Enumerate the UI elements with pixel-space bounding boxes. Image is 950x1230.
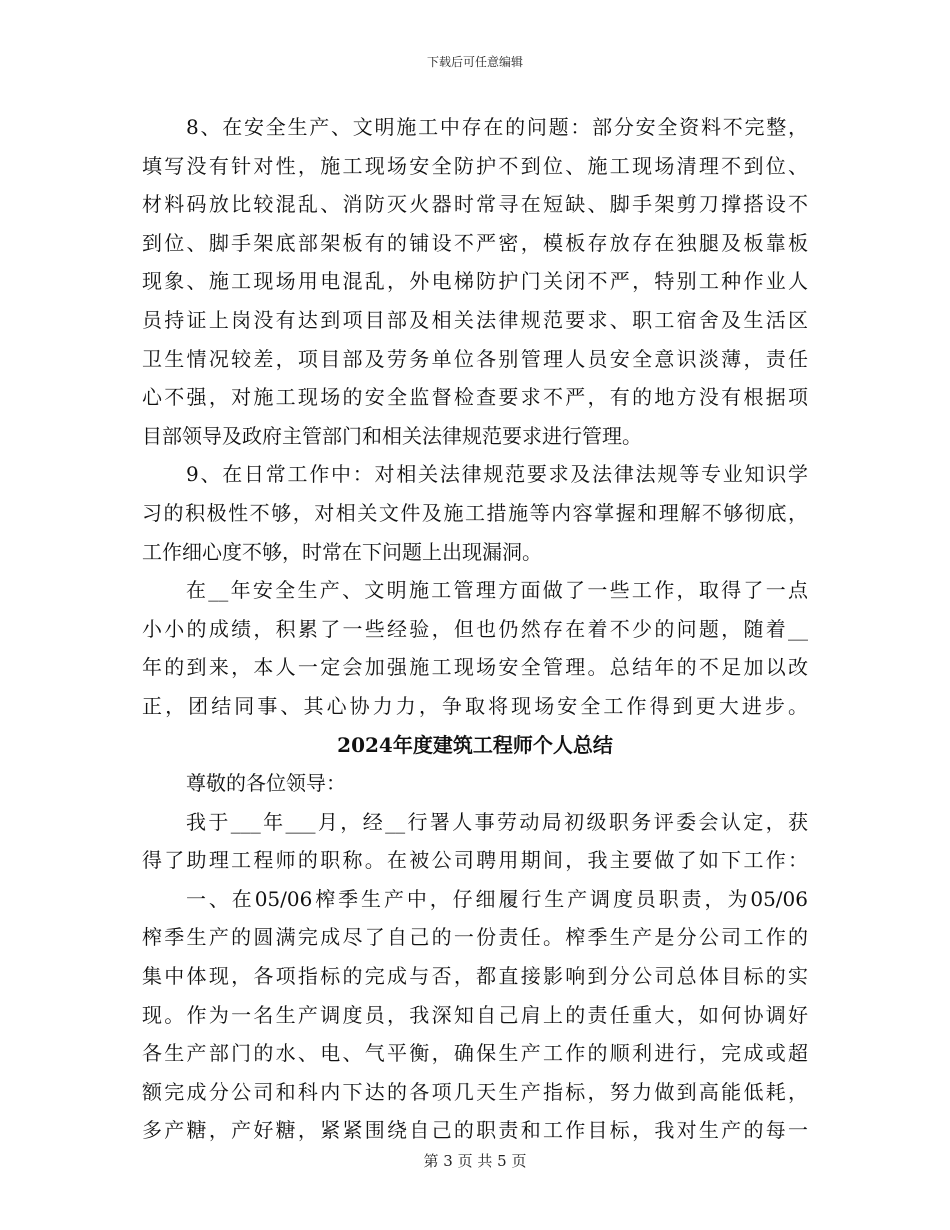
paragraph-line: 现象、施工现场用电混乱，外电梯防护门关闭不严，特别工种作业人 [142, 269, 808, 294]
section-title: 2024年度建筑工程师个人总结 [337, 732, 613, 757]
paragraph-line: 卫生情况较差，项目部及劳务单位各别管理人员安全意识淡薄，责任 [142, 346, 808, 371]
paragraph-line: 材料码放比较混乱、消防灭火器时常寻在短缺、脚手架剪刀撑搭设不 [142, 192, 808, 217]
salutation: 尊敬的各位领导： [186, 771, 346, 796]
paragraph-line: 一、在05/06榨季生产中，仔细履行生产调度员职责，为05/06 [186, 886, 808, 911]
paragraph-line: 小小的成绩，积累了一些经验，但也仍然存在着不少的问题，随着__ [142, 616, 808, 641]
page-footer: 第 3 页 共 5 页 [423, 1152, 527, 1170]
paragraph-line: 到位、脚手架底部架板有的铺设不严密，模板存放存在独腿及板靠板 [142, 230, 808, 255]
paragraph-line: 9、在日常工作中：对相关法律规范要求及法律法规等专业知识学 [186, 462, 808, 487]
paragraph-line: 目部领导及政府主管部门和相关法律规范要求进行管理。 [142, 423, 642, 448]
paragraph-line: 填写没有针对性，施工现场安全防护不到位、施工现场清理不到位、 [142, 153, 808, 178]
paragraph-line: 正，团结同事、其心协力力，争取将现场安全工作得到更大进步。 [142, 693, 808, 718]
paragraph-line: 各生产部门的水、电、气平衡，确保生产工作的顺利进行，完成或超 [142, 1041, 808, 1066]
page-header: 下载后可任意编辑 [426, 55, 523, 69]
document-body [142, 108, 808, 1150]
paragraph-line: 习的积极性不够，对相关文件及施工措施等内容掌握和理解不够彻底， [142, 500, 808, 525]
paragraph-line: 得了助理工程师的职称。在被公司聘用期间，我主要做了如下工作： [142, 848, 808, 873]
paragraph-line: 现。作为一名生产调度员，我深知自己肩上的责任重大，如何协调好 [142, 1002, 808, 1027]
paragraph-line: 多产糖，产好糖，紧紧围绕自己的职责和工作目标，我对生产的每一 [142, 1118, 808, 1143]
paragraph-line: 我于___年___月，经__行署人事劳动局初级职务评委会认定，获 [186, 809, 808, 834]
paragraph-line: 榨季生产的圆满完成尽了自己的一份责任。榨季生产是分公司工作的 [142, 925, 808, 950]
paragraph-line: 在__年安全生产、文明施工管理方面做了一些工作，取得了一点 [186, 578, 808, 603]
paragraph-line: 集中体现，各项指标的完成与否，都直接影响到分公司总体目标的实 [142, 964, 808, 989]
paragraph-line: 额完成分公司和科内下达的各项几天生产指标，努力做到高能低耗， [142, 1079, 808, 1104]
paragraph-line: 年的到来，本人一定会加强施工现场安全管理。总结年的不足加以改 [142, 655, 808, 680]
paragraph-line: 心不强，对施工现场的安全监督检查要求不严，有的地方没有根据项 [142, 385, 808, 410]
paragraph-line: 员持证上岗没有达到项目部及相关法律规范要求、职工宿舍及生活区 [142, 307, 808, 332]
paragraph-line: 工作细心度不够，时常在下问题上出现漏洞。 [142, 539, 542, 564]
paragraph-line: 8、在安全生产、文明施工中存在的问题：部分安全资料不完整， [186, 115, 808, 139]
